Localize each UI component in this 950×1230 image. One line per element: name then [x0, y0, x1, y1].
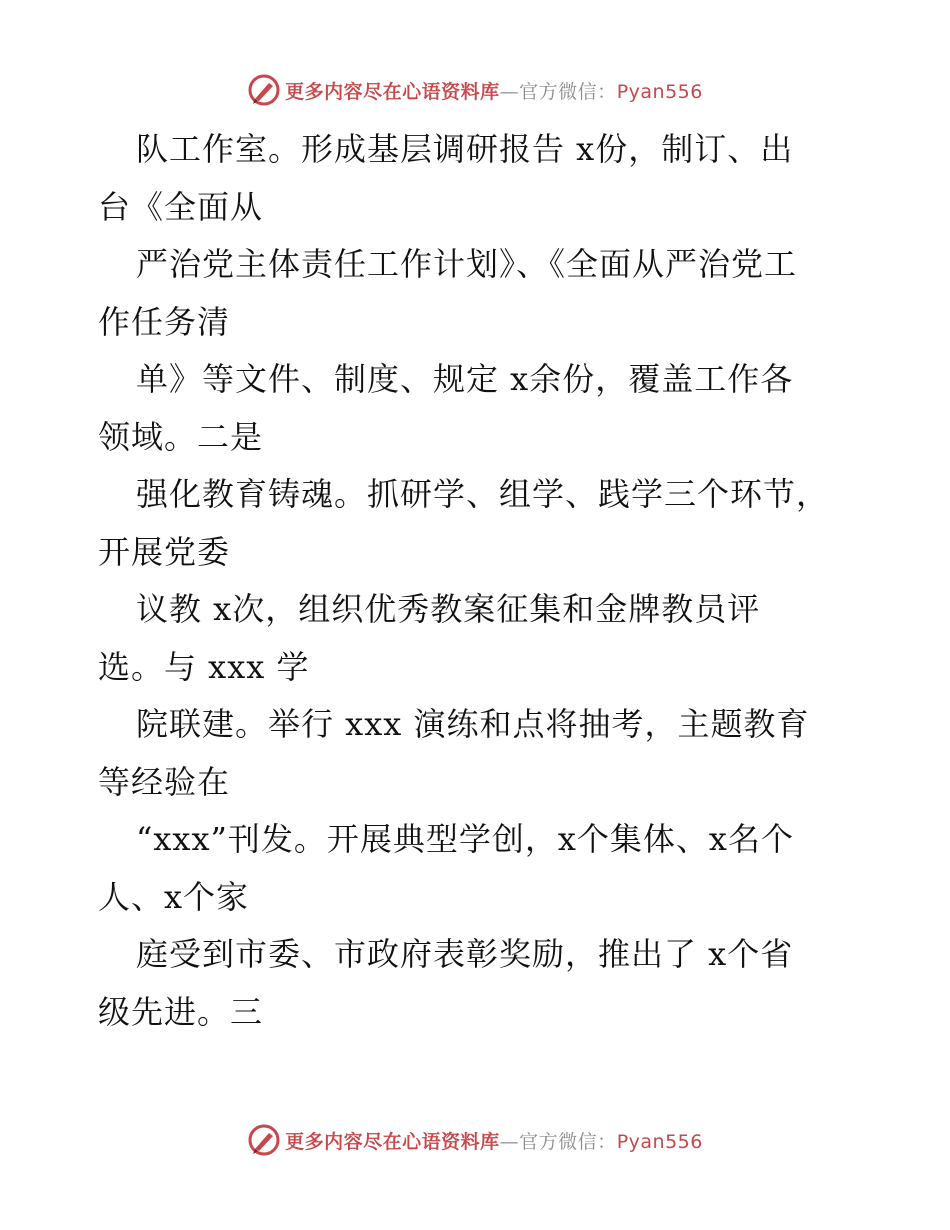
watermark-brand: 更多内容尽在心语资料库: [285, 80, 500, 103]
text-line: 台《全面从: [98, 187, 264, 226]
text-line: 选。与 xxx 学: [98, 647, 310, 686]
text-line: 强化教育铸魂。抓研学、组学、践学三个环节，: [136, 475, 830, 513]
text-line: 人、x个家: [98, 877, 250, 916]
watermark-wechat-label: 官方微信：: [519, 80, 617, 103]
pen-logo-icon: [247, 73, 281, 107]
text-line: 单》等文件、制度、规定 x余份，覆盖工作各: [136, 360, 794, 398]
watermark-separator: —: [499, 1130, 520, 1153]
text-line: 庭受到市委、市政府表彰奖励，推出了 x个省: [136, 935, 794, 973]
text-line: 等经验在: [98, 762, 231, 801]
pen-logo-icon: [247, 1123, 281, 1157]
text-line: 院联建。举行 xxx 演练和点将抽考，主题教育: [136, 705, 810, 743]
watermark-wechat-id: Pyan556: [616, 1130, 703, 1153]
watermark-brand: 更多内容尽在心语资料库: [285, 1130, 500, 1153]
document-body: [98, 121, 858, 1041]
watermark-wechat-id: Pyan556: [616, 80, 703, 103]
text-line: 开展党委: [98, 532, 231, 571]
header-watermark: [0, 70, 950, 110]
text-line: “xxx”刊发。开展典型学创，x个集体、x名个: [136, 820, 794, 858]
watermark-text: [285, 77, 703, 104]
text-line: 作任务清: [98, 302, 231, 341]
text-line: 议教 x次，组织优秀教案征集和金牌教员评: [136, 590, 761, 628]
text-line: 队工作室。形成基层调研报告 x份，制订、出: [136, 130, 794, 168]
text-line: 级先进。三: [98, 992, 264, 1031]
watermark-text: [285, 1127, 703, 1154]
footer-watermark: [0, 1120, 950, 1160]
text-line: 领域。二是: [98, 417, 264, 456]
watermark-separator: —: [499, 80, 520, 103]
text-line: 严治党主体责任工作计划》、《全面从严治党工: [136, 245, 798, 283]
watermark-wechat-label: 官方微信：: [519, 1130, 617, 1153]
